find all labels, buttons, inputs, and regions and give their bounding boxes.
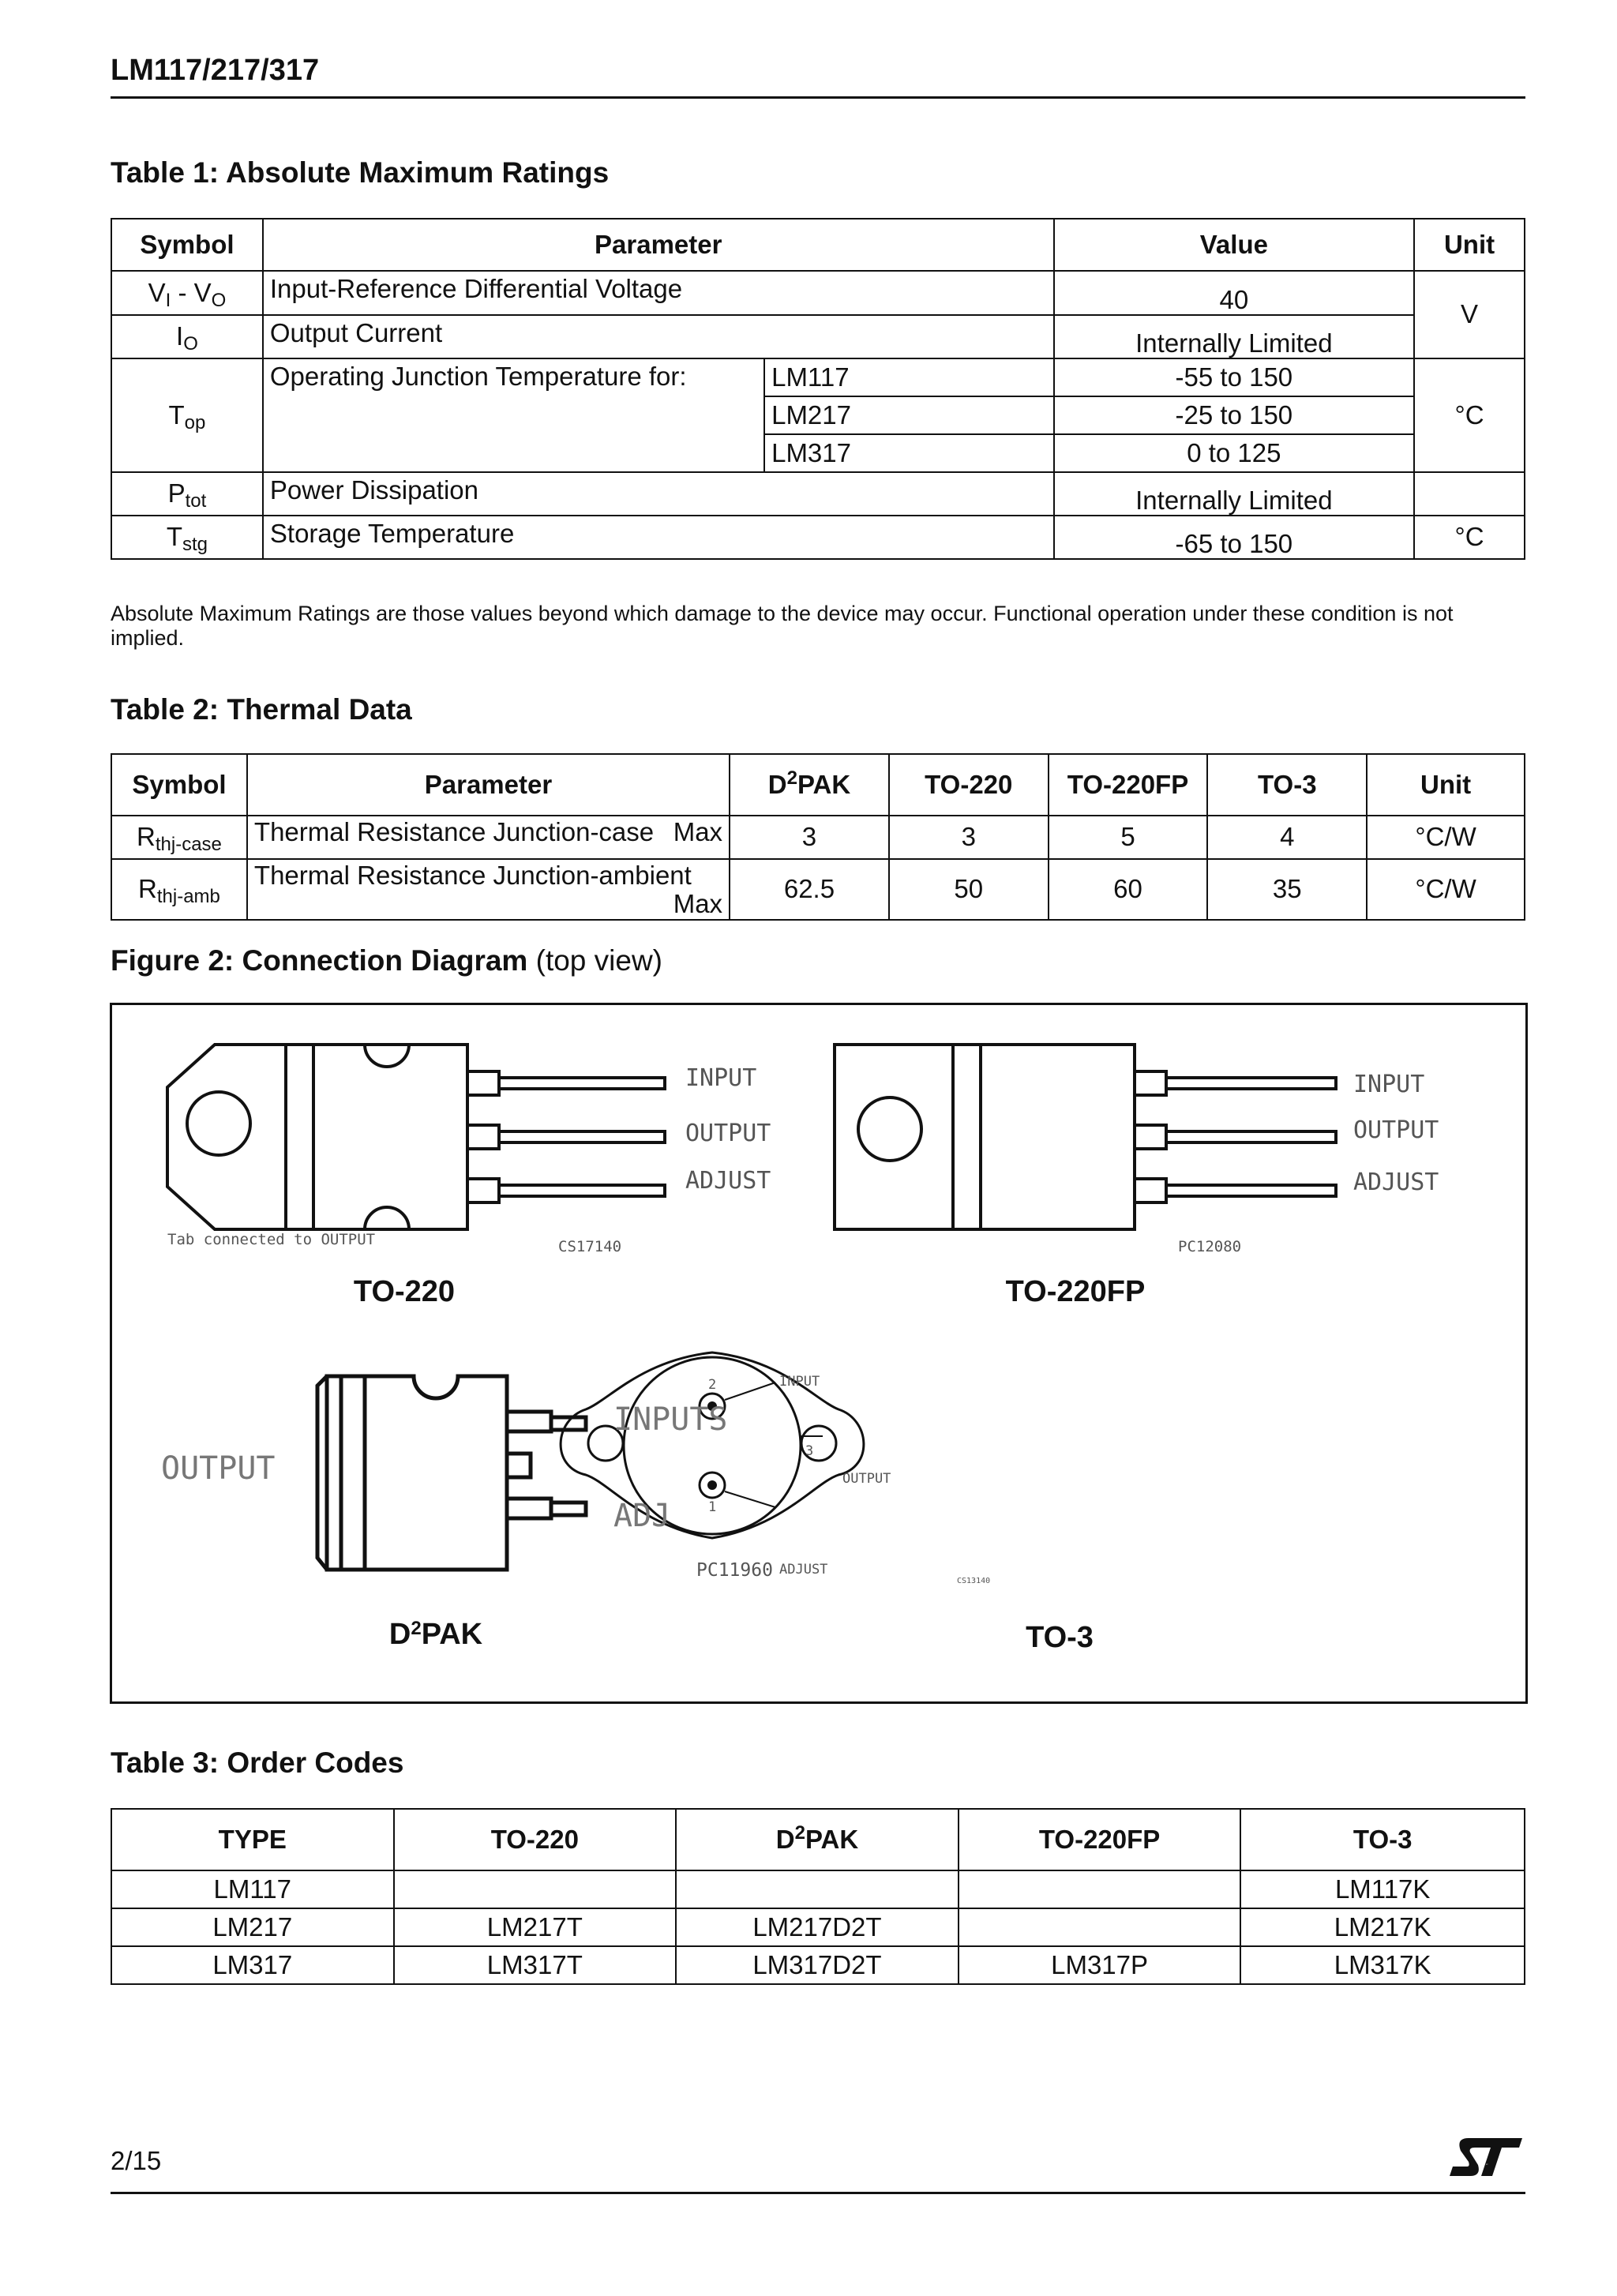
d2pak-pin-inputs: INPUTS	[613, 1401, 728, 1438]
table1-title: Table 1: Absolute Maximum Ratings	[111, 156, 610, 189]
to3-pin-1: 1	[708, 1499, 717, 1515]
t2-header-unit: Unit	[1367, 754, 1525, 816]
footer-rule	[111, 2192, 1525, 2194]
t1-value-ptot: Internally Limited	[1054, 472, 1414, 516]
to220-drawing-code: CS17140	[558, 1238, 622, 1255]
document-title: LM117/217/317	[111, 54, 320, 87]
t1-param-ptot: Power Dissipation	[263, 472, 1054, 516]
connection-diagram-box	[110, 1003, 1528, 1704]
t2-header-to220fp: TO-220FP	[1049, 754, 1208, 816]
t2-symbol: $R_{thj-case}$	[111, 816, 247, 859]
t1-value-vi-vo: 40	[1054, 271, 1414, 315]
to220fp-pin-adjust: ADJUST	[1353, 1169, 1439, 1196]
to220fp-drawing-code: PC12080	[1178, 1238, 1242, 1255]
t2-to220fp: 5	[1049, 816, 1208, 859]
absolute-max-ratings-table	[111, 218, 1525, 560]
t1-unit-volt: V	[1414, 271, 1525, 358]
t3-to220: LM317T	[394, 1946, 677, 1984]
t1-symbol-io: $I_O$	[111, 315, 263, 358]
st-logo	[1446, 2133, 1525, 2181]
t2-header-parameter: Parameter	[247, 754, 730, 816]
t3-to3: LM217K	[1240, 1908, 1525, 1946]
to3-pin-output: OUTPUT	[842, 1471, 891, 1487]
t3-to3: LM317K	[1240, 1946, 1525, 1984]
d2pak-drawing-code: PC11960	[696, 1560, 773, 1581]
t2-to3: 35	[1207, 859, 1367, 920]
t3-type: LM217	[111, 1908, 394, 1946]
t3-to220: LM217T	[394, 1908, 677, 1946]
t1-param-top: Operating Junction Temperature for:	[263, 358, 764, 472]
d2pak-package-drawing	[317, 1376, 586, 1570]
t1-value-tstg: -65 to 150	[1054, 516, 1414, 559]
t2-to3: 4	[1207, 816, 1367, 859]
t1-param-io: Output Current	[263, 315, 1054, 358]
to3-pin-3: 3	[805, 1443, 814, 1459]
to220-package-drawing	[167, 1045, 665, 1229]
t1-device-lm217: LM217	[764, 396, 1054, 434]
t2-header-symbol: Symbol	[111, 754, 247, 816]
t3-to3: LM117K	[1240, 1870, 1525, 1908]
t2-unit: °C/W	[1367, 816, 1525, 859]
t3-header-type: TYPE	[111, 1809, 394, 1870]
t3-to220fp	[959, 1908, 1241, 1946]
t1-device-lm117: LM117	[764, 358, 1054, 396]
t2-header-to3: TO-3	[1207, 754, 1367, 816]
t2-d2pak: 3	[730, 816, 889, 859]
d2pak-label: $D^2PAK$	[388, 1618, 483, 1651]
t2-param: Thermal Resistance Junction-ambient Max	[247, 859, 730, 920]
t3-to220	[394, 1870, 677, 1908]
to220-pin-output: OUTPUT	[685, 1120, 771, 1147]
t3-header-to220: TO-220	[394, 1809, 677, 1870]
to220-pin-adjust: ADJUST	[685, 1167, 771, 1195]
d2pak-pin-output: OUTPUT	[161, 1450, 276, 1487]
order-codes-table	[111, 1808, 1525, 1985]
to220-pin-input: INPUT	[685, 1064, 757, 1092]
t2-to220fp: 60	[1049, 859, 1208, 920]
t1-unit-ptot	[1414, 472, 1525, 516]
t1-device-lm317: LM317	[764, 434, 1054, 472]
to3-drawing-code: CS13140	[957, 1577, 991, 1585]
t2-param: Thermal Resistance Junction-case Max	[247, 816, 730, 859]
connection-diagram-svg	[112, 1005, 1525, 1701]
table-row	[111, 816, 1525, 859]
t2-header-d2pak: $D^2PAK$	[730, 754, 889, 816]
to220-tab-note: Tab connected to OUTPUT	[167, 1231, 376, 1248]
to3-pin-adjust: ADJUST	[779, 1562, 828, 1578]
thermal-data-table	[111, 753, 1525, 921]
to3-label: TO-3	[1026, 1621, 1094, 1654]
t1-unit-tstg: °C	[1414, 516, 1525, 559]
table-row	[111, 1870, 1525, 1908]
t1-symbol-ptot: $P_{tot}$	[111, 472, 263, 516]
t2-to220: 3	[889, 816, 1049, 859]
to220fp-pin-input: INPUT	[1353, 1071, 1425, 1098]
t3-to220fp: LM317P	[959, 1946, 1241, 1984]
t1-header-symbol: Symbol	[111, 219, 263, 271]
table-row	[111, 859, 1525, 920]
to220-label: TO-220	[353, 1275, 456, 1308]
t1-symbol-top: $T_{op}$	[111, 358, 263, 472]
t3-header-d2pak: $D^2PAK$	[676, 1809, 959, 1870]
to3-pin-2: 2	[708, 1377, 717, 1393]
to3-pin-input: INPUT	[779, 1374, 820, 1390]
t2-d2pak: 62.5	[730, 859, 889, 920]
to220fp-label: TO-220FP	[1005, 1275, 1146, 1308]
table-row	[111, 1908, 1525, 1946]
to220fp-pin-output: OUTPUT	[1353, 1116, 1439, 1144]
to220fp-package-drawing	[835, 1045, 1336, 1229]
t3-header-to3: TO-3	[1240, 1809, 1525, 1870]
t3-d2pak	[676, 1870, 959, 1908]
figure2-title: Figure 2: Connection Diagram (top view)	[111, 944, 662, 977]
t2-unit: °C/W	[1367, 859, 1525, 920]
t1-value-lm217: -25 to 150	[1054, 396, 1414, 434]
t1-value-lm117: -55 to 150	[1054, 358, 1414, 396]
table2-title: Table 2: Thermal Data	[111, 693, 412, 726]
t1-unit-top: °C	[1414, 358, 1525, 472]
t2-header-to220: TO-220	[889, 754, 1049, 816]
svg-text:ST: ST	[1486, 2164, 1488, 2166]
page-number: 2/15	[111, 2146, 162, 2175]
t1-value-io: Internally Limited	[1054, 315, 1414, 358]
t1-header-parameter: Parameter	[263, 219, 1054, 271]
t2-symbol: $R_{thj-amb}$	[111, 859, 247, 920]
t1-value-lm317: 0 to 125	[1054, 434, 1414, 472]
d2pak-pin-adj: ADJ	[613, 1498, 671, 1534]
t1-param-vi-vo: Input-Reference Differential Voltage	[263, 271, 1054, 315]
t2-to220: 50	[889, 859, 1049, 920]
table3-title: Table 3: Order Codes	[111, 1746, 404, 1779]
t3-to220fp	[959, 1870, 1241, 1908]
t1-header-value: Value	[1054, 219, 1414, 271]
t1-param-tstg: Storage Temperature	[263, 516, 1054, 559]
t3-d2pak: LM317D2T	[676, 1946, 959, 1984]
t1-symbol-vi-vo: $V_I - V_O$	[111, 271, 263, 315]
t1-symbol-tstg: $T_{stg}$	[111, 516, 263, 559]
t3-header-to220fp: TO-220FP	[959, 1809, 1241, 1870]
t3-type: LM317	[111, 1946, 394, 1984]
t3-d2pak: LM217D2T	[676, 1908, 959, 1946]
t3-type: LM117	[111, 1870, 394, 1908]
t1-header-unit: Unit	[1414, 219, 1525, 271]
ratings-note: Absolute Maximum Ratings are those values beyond which damage to the device may occur. Functional operation under these condition is not implied.	[111, 602, 1454, 650]
st-logo-icon	[1446, 2133, 1525, 2181]
table-row	[111, 1946, 1525, 1984]
header-rule	[111, 96, 1525, 99]
